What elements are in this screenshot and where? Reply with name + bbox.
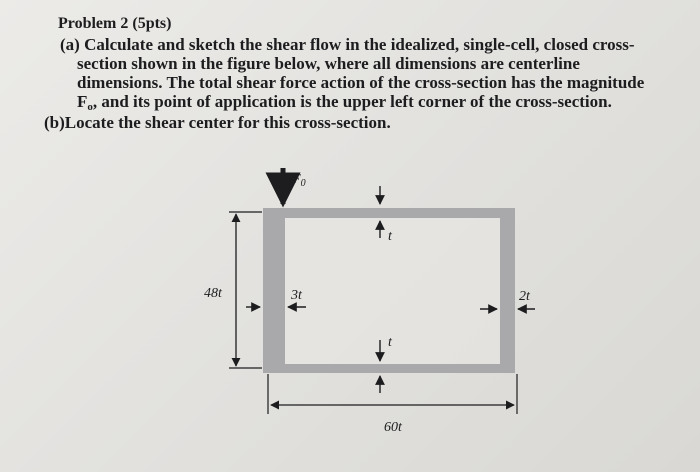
cell-interior <box>285 218 500 364</box>
part-a-line-2: section shown in the figure below, where all dimensions are centerline <box>77 54 580 73</box>
right-wall <box>500 208 515 373</box>
force-subscript: o <box>87 101 93 113</box>
part-a-line-3: dimensions. The total shear force action of the cross-section has the magnitude <box>77 73 645 92</box>
part-a-line-1: (a) Calculate and sketch the shear flow in the idealized, single-cell, closed cross- <box>60 35 635 54</box>
problem-title: Problem 2 (5pts) <box>58 15 172 32</box>
bottom-wall <box>263 364 515 373</box>
height-dimension-label: 48t <box>204 286 222 301</box>
left-thickness-label: 3t <box>291 288 302 303</box>
part-a-line-4-text: , and its point of application is the upper left corner of the cross-section. <box>92 92 612 111</box>
part-b-text: Locate the shear center for this cross-section. <box>64 113 391 132</box>
bottom-thickness-label: t <box>388 335 392 350</box>
right-thickness-label: 2t <box>519 289 530 304</box>
left-wall <box>263 208 285 373</box>
force-symbol: F <box>77 92 88 111</box>
top-wall <box>263 208 515 218</box>
width-dimension-label: 60t <box>384 420 402 435</box>
force-label: $F_0$ <box>292 172 306 189</box>
part-b-label: (b) <box>44 113 65 132</box>
top-thickness-label: t <box>388 229 392 244</box>
